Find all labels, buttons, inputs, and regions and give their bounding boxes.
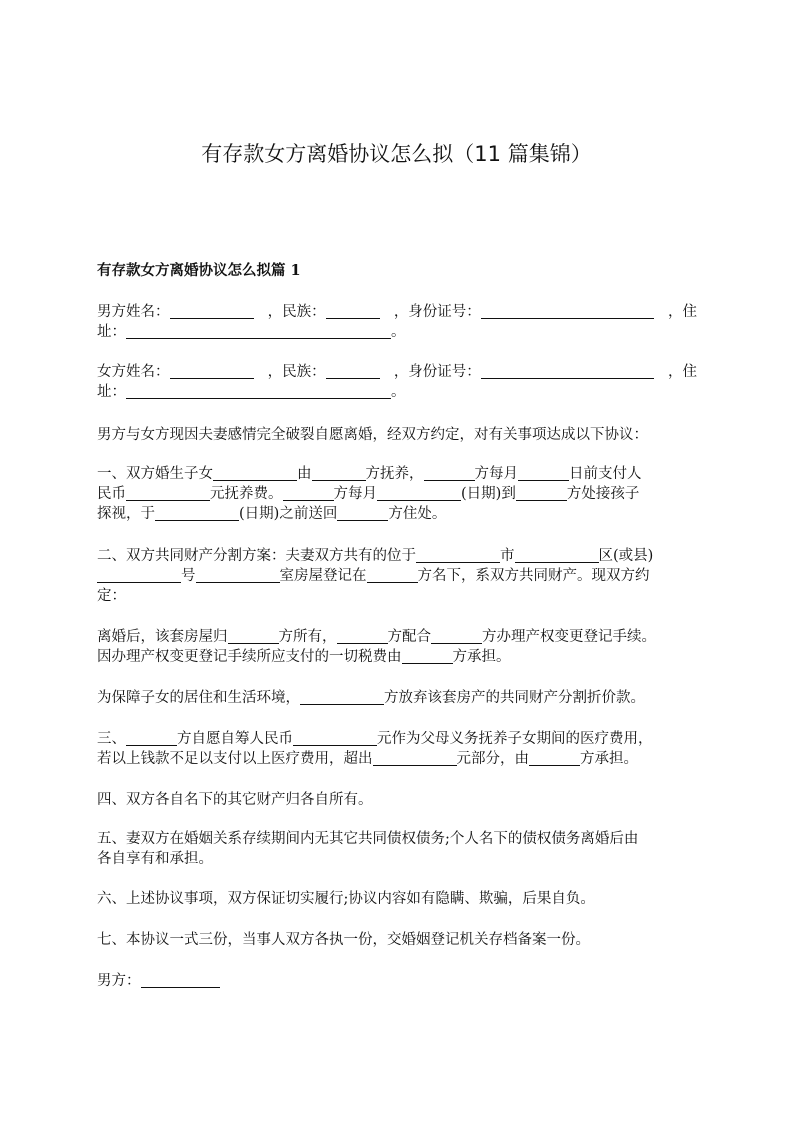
c2b-text-e: 因办理产权变更登记手续所应支付的一切税费由 [97, 649, 402, 665]
clause-7-text: 七、本协议一式三份，当事人双方各执一份，交婚姻登记机关存档备案一份。 [97, 932, 590, 948]
signature-male [97, 971, 697, 991]
c2b-text-f: 方承担。 [452, 649, 511, 665]
blank [367, 567, 418, 583]
c2-text-b: 市 [500, 548, 515, 564]
blank [213, 465, 297, 481]
c3-text-c: 元作为父母义务抚养子女期间的医疗费用， [377, 731, 653, 747]
c1-text-d: 方每月 [474, 466, 518, 482]
c1-text-i: (日期)到 [461, 486, 516, 502]
c2c-text-b: 方放弃该套房产的共同财产分割折价款。 [384, 690, 645, 706]
c1-text-f: 民币 [97, 486, 126, 502]
blank [228, 628, 279, 644]
c2-text-g: 定： [97, 588, 126, 604]
male-address-blank [126, 323, 391, 339]
male-name-blank [170, 303, 254, 319]
blank [515, 547, 599, 563]
c1-text-j: 方处接孩子 [566, 486, 640, 502]
blank [337, 628, 388, 644]
c3-text-b: 方自愿自筹人民币 [177, 731, 293, 747]
c2-text-d: 号 [181, 568, 196, 584]
blank [402, 648, 453, 664]
blank [373, 750, 457, 766]
female-info-paragraph [97, 362, 697, 402]
blank [126, 485, 210, 501]
sign-male-blank [141, 972, 220, 988]
blank [196, 567, 280, 583]
blank [97, 567, 181, 583]
c3-text-e: 元部分，由 [456, 751, 529, 767]
c1-text-h: 方每月 [333, 486, 377, 502]
female-ethnicity-label: ，民族： [267, 364, 326, 380]
sign-male-label: 男方： [97, 973, 141, 989]
clause-2-waiver [97, 688, 697, 708]
intro-paragraph [97, 425, 697, 445]
c1-text-l: (日期)之前送回 [239, 506, 338, 522]
female-id-label: ，身份证号： [393, 364, 481, 380]
male-id-label: ，身份证号： [393, 304, 481, 320]
blank [283, 485, 334, 501]
male-ethnicity-label: ，民族： [267, 304, 326, 320]
c2b-text-a: 离婚后，该套房屋归 [97, 629, 228, 645]
c1-text-m: 方住处。 [388, 506, 447, 522]
blank [431, 628, 482, 644]
blank [293, 730, 377, 746]
c2b-text-c: 方配合 [387, 629, 431, 645]
c3-text-a: 三、 [97, 731, 126, 747]
c2b-text-b: 方所有， [278, 629, 337, 645]
blank [518, 465, 569, 481]
male-addr-label-2: 址： [97, 324, 126, 340]
c1-text-b: 由 [297, 466, 312, 482]
female-name-blank [170, 363, 254, 379]
female-id-blank [481, 363, 654, 379]
male-name-label: 男方姓名： [97, 304, 170, 320]
female-ethnicity-blank [326, 363, 380, 379]
blank [337, 505, 388, 521]
c3-text-d: 若以上钱款不足以支付以上医疗费用，超出 [97, 751, 373, 767]
clause-5 [97, 829, 697, 869]
clause-5-line-1: 五、妻双方在婚姻关系存续期间内无其它共同债权债务;个人名下的债权债务离婚后由 [97, 831, 639, 847]
blank [516, 485, 567, 501]
c2-text-f: 方名下，系双方共同财产。现双方约 [417, 568, 650, 584]
c1-text-e: 日前支付人 [569, 466, 642, 482]
c1-text-a: 一、双方婚生子女 [97, 466, 213, 482]
blank [155, 505, 239, 521]
male-info-paragraph [97, 302, 697, 342]
intro-text: 男方与女方现因夫妻感情完全破裂自愿离婚，经双方约定，对有关事项达成以下协议： [97, 427, 648, 443]
c1-text-g: 元抚养费。 [210, 486, 283, 502]
clause-3 [97, 729, 697, 769]
c2-text-c: 区(或县) [598, 548, 654, 564]
clause-6-text: 六、上述协议事项，双方保证切实履行;协议内容如有隐瞒、欺骗，后果自负。 [97, 891, 595, 907]
blank [424, 465, 475, 481]
clause-1 [97, 464, 697, 524]
clause-4-text: 四、双方各自名下的其它财产归各自所有。 [97, 792, 373, 808]
male-id-blank [481, 303, 654, 319]
blank [416, 547, 500, 563]
blank [377, 485, 461, 501]
c2c-text-a: 为保障子女的居住和生活环境， [97, 690, 300, 706]
c2b-text-d: 方办理产权变更登记手续。 [482, 629, 656, 645]
clause-4 [97, 790, 697, 810]
female-name-label: 女方姓名： [97, 364, 170, 380]
female-addr-label: ，住 [667, 364, 697, 380]
document-title: 有存款女方离婚协议怎么拟（11 篇集锦） [201, 142, 592, 166]
section-heading: 有存款女方离婚协议怎么拟篇 1 [97, 262, 301, 279]
blank [300, 689, 384, 705]
female-address-blank [126, 383, 391, 399]
c1-text-k: 探视，于 [97, 506, 155, 522]
male-line-end: 。 [391, 324, 406, 340]
female-addr-label-2: 址： [97, 384, 126, 400]
clause-5-line-2: 各自享有和承担。 [97, 851, 213, 867]
clause-2-house [97, 627, 697, 667]
c1-text-c: 方抚养， [365, 466, 424, 482]
male-ethnicity-blank [326, 303, 380, 319]
c2-text-e: 室房屋登记在 [279, 568, 367, 584]
blank [126, 730, 177, 746]
male-addr-label: ，住 [667, 304, 697, 320]
clause-2 [97, 546, 697, 606]
blank [529, 750, 580, 766]
clause-6 [97, 889, 697, 909]
c2-text-a: 二、双方共同财产分割方案：夫妻双方共有的位于 [97, 548, 416, 564]
c3-text-f: 方承担。 [580, 751, 638, 767]
female-line-end: 。 [391, 384, 406, 400]
blank [312, 465, 366, 481]
clause-7 [97, 930, 697, 950]
